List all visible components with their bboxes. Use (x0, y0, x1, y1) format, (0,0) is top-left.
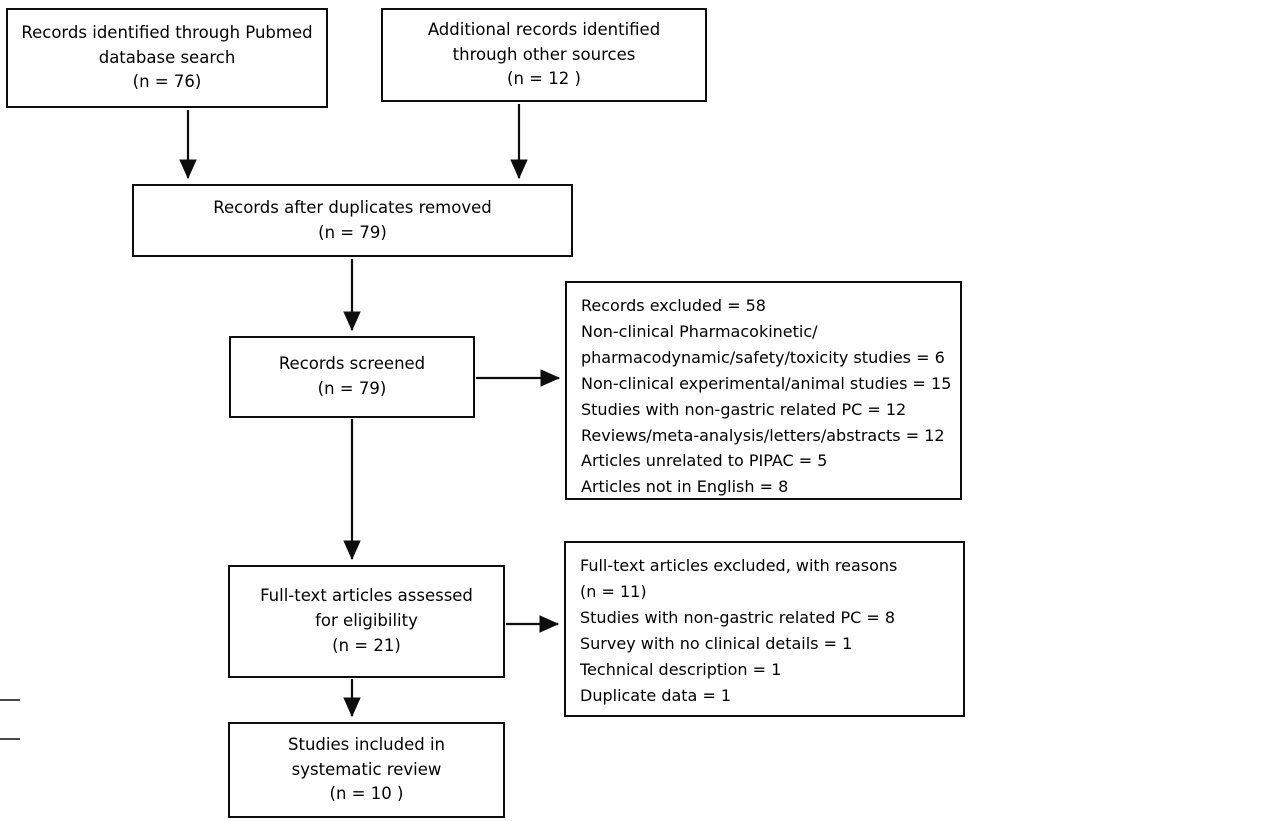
node-fulltext-articles-excluded (564, 541, 965, 717)
node-line: Records excluded = 58 (581, 296, 766, 315)
node-fulltext-articles-assessed (228, 565, 505, 678)
node-line: Records screened (278, 354, 426, 374)
node-records-excluded (565, 281, 962, 500)
node-count: (n = 76) (132, 72, 202, 92)
node-count: (n = 21) (332, 635, 401, 655)
node-line: Additional records identified (427, 19, 661, 39)
node-line: Articles unrelated to PIPAC = 5 (581, 451, 828, 471)
node-records-identified-pubmed (6, 8, 328, 108)
node-line: Full-text articles excluded, with reasons (580, 556, 898, 575)
node-line: Duplicate data = 1 (580, 685, 732, 705)
node-line: Studies included in (288, 734, 445, 754)
node-line: Non-clinical experimental/animal studies = 15 (581, 373, 952, 393)
node-line: Non-clinical Pharmacokinetic/ (581, 321, 818, 341)
node-line: systematic review (291, 759, 442, 779)
node-line: Technical description = 1 (580, 659, 782, 679)
node-count: (n = 79) (318, 222, 387, 242)
node-line: Articles not in English = 8 (581, 477, 789, 497)
node-count: (n = 10 ) (329, 784, 404, 804)
node-line: Records after duplicates removed (213, 197, 492, 217)
node-line: database search (98, 47, 236, 67)
node-records-after-duplicates-removed (132, 184, 573, 257)
node-line: pharmacodynamic/safety/toxicity studies = 6 (581, 347, 945, 367)
node-line: Full-text articles assessed (260, 586, 473, 606)
node-line: Survey with no clinical details = 1 (580, 633, 853, 653)
node-line: Studies with non-gastric related PC = 8 (580, 607, 896, 627)
node-additional-records-other-sources (381, 8, 707, 102)
node-line: through other sources (452, 44, 636, 64)
node-count: (n = 79) (317, 379, 387, 398)
node-studies-included (228, 722, 505, 818)
node-line: Studies with non-gastric related PC = 12 (581, 399, 907, 419)
node-count: (n = 11) (580, 581, 647, 601)
node-records-screened (229, 336, 475, 418)
node-line: Records identified through Pubmed (21, 22, 313, 42)
node-count: (n = 12 ) (507, 69, 581, 89)
node-line: Reviews/meta-analysis/letters/abstracts = 12 (581, 425, 945, 445)
node-line: for eligibility (315, 611, 418, 631)
